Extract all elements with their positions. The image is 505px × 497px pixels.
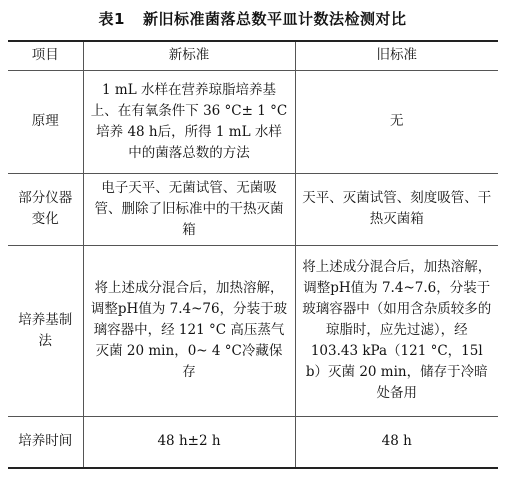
table-row-medium-preparation — [8, 245, 498, 416]
row-label: 培养时间 — [8, 416, 83, 468]
cell-new-standard: 将上述成分混合后，加热溶解，调整pH值为 7.4~76，分装于玻璃容器中，经 121 °C 高压蒸气灭菌 20 min，0~ 4 °C冷藏保存 — [83, 245, 295, 416]
cell-old-standard: 将上述成分混合后，加热溶解，调整pH值为 7.4~7.6，分装于玻璃容器中（如用含杂质较多的琼脂时，应先过滤），经 103.43 kPa（121 °C，15l b）灭菌 20 min，储存于冷暗处备用 — [295, 245, 498, 416]
header-item: 项目 — [8, 41, 83, 70]
table-row-principle — [8, 70, 498, 173]
table-number: 表1 — [98, 10, 125, 28]
cell-new-standard: 48 h±2 h — [83, 416, 295, 468]
table-header-row — [8, 41, 498, 70]
cell-new-standard: 电子天平、无菌试管、无菌吸管、删除了旧标准中的干热灭菌箱 — [83, 173, 295, 245]
row-label: 原理 — [8, 70, 83, 173]
table-row-instruments — [8, 173, 498, 245]
comparison-table — [8, 40, 498, 469]
cell-old-standard: 天平、灭菌试管、刻度吸管、干热灭菌箱 — [295, 173, 498, 245]
table-row-culture-time — [8, 416, 498, 468]
header-new-standard: 新标准 — [83, 41, 295, 70]
table-caption — [0, 8, 505, 30]
cell-old-standard: 48 h — [295, 416, 498, 468]
cell-new-standard: 1 mL 水样在营养琼脂培养基上、在有氧条件下 36 °C± 1 °C培养 48 h后，所得 1 mL 水样中的菌落总数的方法 — [83, 70, 295, 173]
header-old-standard: 旧标准 — [295, 41, 498, 70]
table-title: 新旧标准菌落总数平皿计数法检测对比 — [142, 10, 407, 28]
row-label: 部分仪器变化 — [8, 173, 83, 245]
cell-old-standard: 无 — [295, 70, 498, 173]
row-label: 培养基制法 — [8, 245, 83, 416]
